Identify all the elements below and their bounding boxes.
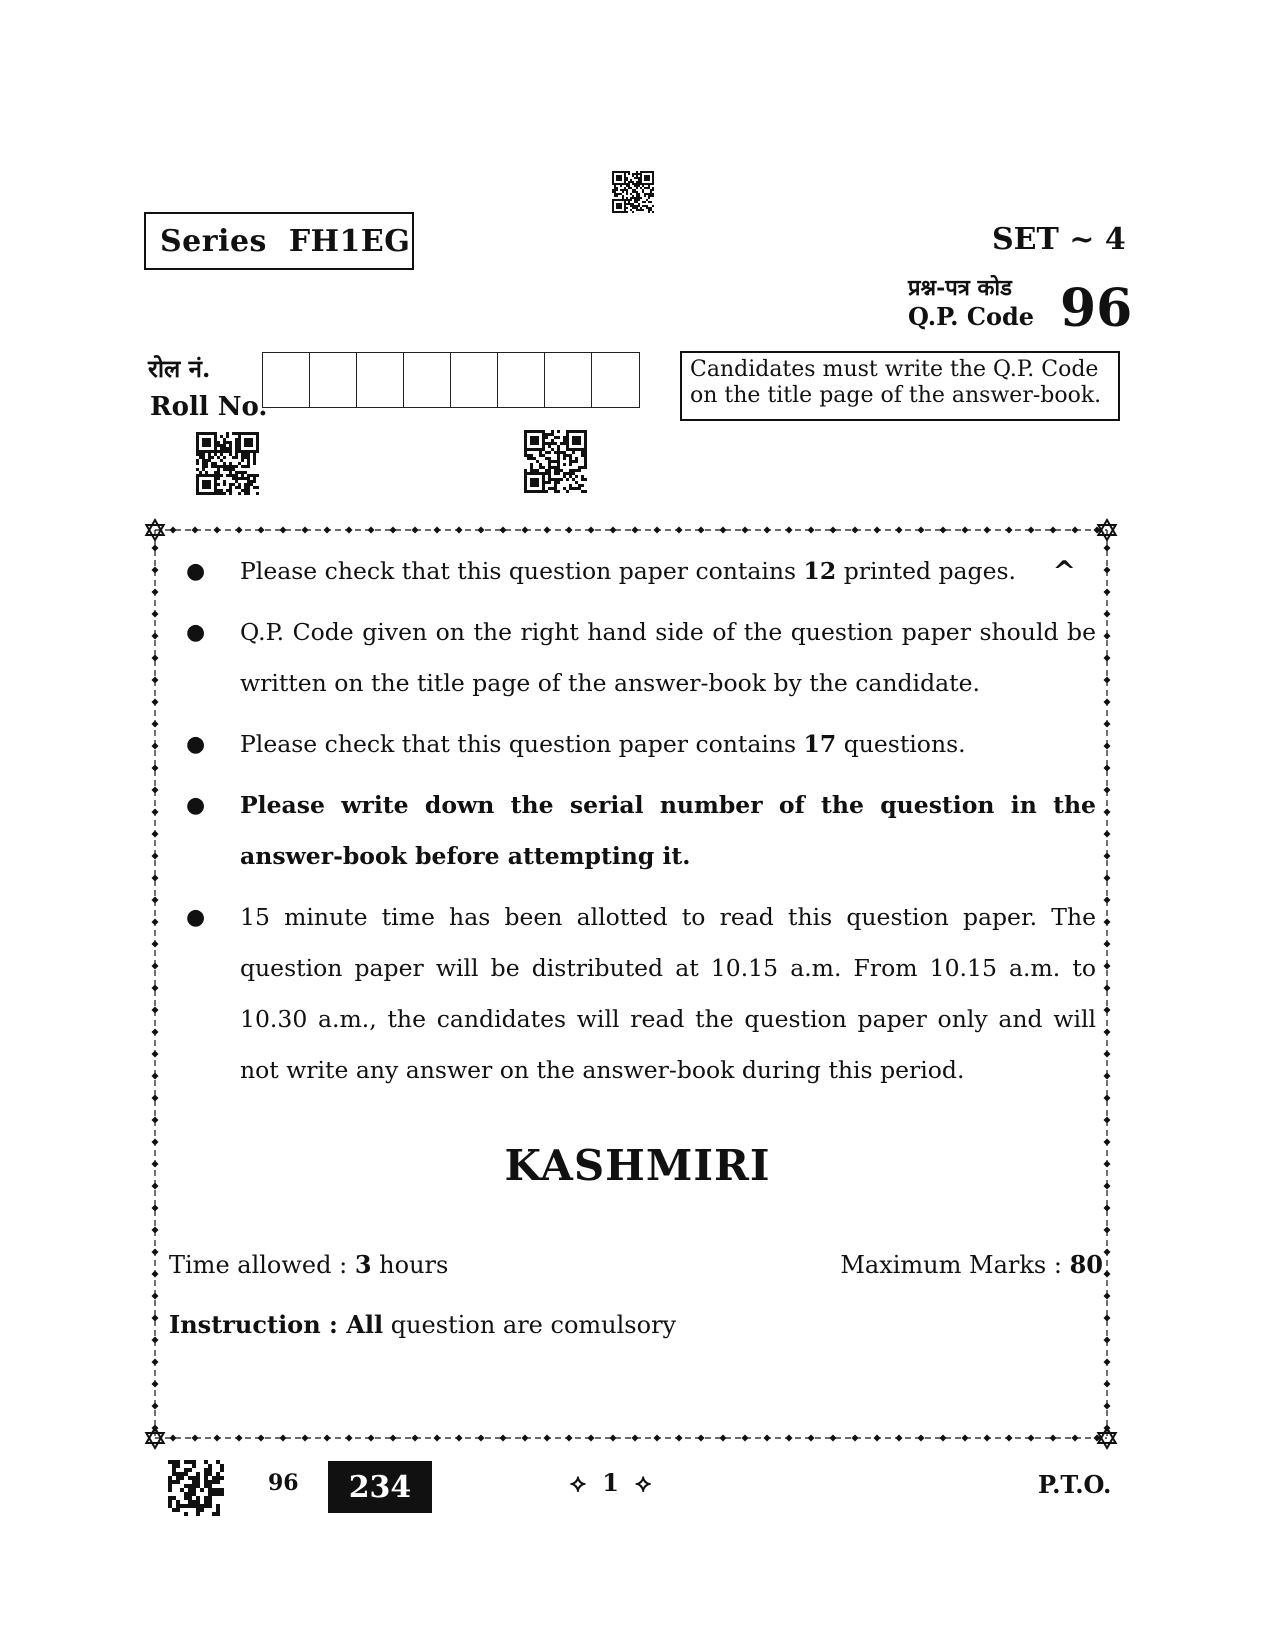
border-ornament-icon xyxy=(152,1293,159,1300)
instruction-item: ● Please write down the serial number of the question in the answer-book before attempting it. xyxy=(186,780,1096,882)
border-ornament-icon xyxy=(962,1435,969,1442)
border-ornament-icon xyxy=(852,1435,859,1442)
border-ornament-icon xyxy=(830,1435,837,1442)
border-ornament-icon xyxy=(918,1435,925,1442)
border-ornament-icon xyxy=(1104,1205,1111,1212)
border-ornament-icon xyxy=(1104,765,1111,772)
border-ornament-icon xyxy=(632,527,639,534)
bullet-icon: ● xyxy=(186,620,206,645)
border-ornament-icon xyxy=(152,985,159,992)
border-ornament-icon xyxy=(152,1359,159,1366)
border-ornament-icon xyxy=(412,527,419,534)
border-ornament-icon xyxy=(478,527,485,534)
series-box xyxy=(144,212,414,270)
border-ornament-icon xyxy=(152,721,159,728)
instructions-list xyxy=(186,546,1096,1106)
border-ornament-icon xyxy=(1028,1435,1035,1442)
border-ornament-icon xyxy=(522,527,529,534)
border-ornament-icon xyxy=(434,527,441,534)
border-ornament-icon xyxy=(152,1117,159,1124)
border-ornament-icon xyxy=(830,527,837,534)
border-ornament-icon xyxy=(1006,527,1013,534)
border-ornament-icon xyxy=(984,1435,991,1442)
border-ornament-icon xyxy=(940,527,947,534)
border-ornament-icon xyxy=(152,941,159,948)
border-ornament-icon xyxy=(1104,611,1111,618)
border-ornament-icon xyxy=(152,545,159,552)
border-ornament-icon xyxy=(808,1435,815,1442)
border-ornament-icon xyxy=(1072,527,1079,534)
instruction-line: Instruction : All question are comulsory xyxy=(169,1310,677,1339)
instruction-item: ● Q.P. Code given on the right hand side of the question paper should be written on the title page of the answer-book by the candidate. xyxy=(186,607,1096,709)
border-ornament-icon xyxy=(566,1435,573,1442)
bullet-icon: ● xyxy=(186,732,206,757)
border-ornament-icon xyxy=(152,1205,159,1212)
border-ornament-icon xyxy=(676,527,683,534)
border-ornament-icon xyxy=(258,1435,265,1442)
border-ornament-icon xyxy=(368,1435,375,1442)
border-ornament-icon xyxy=(522,1435,529,1442)
border-ornament-icon xyxy=(764,527,771,534)
border-ornament-icon xyxy=(610,1435,617,1442)
border-ornament-icon xyxy=(346,1435,353,1442)
border-ornament-icon xyxy=(152,633,159,640)
border-ornament-icon xyxy=(698,1435,705,1442)
border-ornament-icon xyxy=(456,1435,463,1442)
footer-number-box: 234 xyxy=(328,1461,432,1513)
border-ornament-icon xyxy=(544,527,551,534)
border-ornament-icon xyxy=(1104,1293,1111,1300)
border-ornament-icon xyxy=(236,1435,243,1442)
border-ornament-icon xyxy=(588,527,595,534)
border-ornament-icon xyxy=(654,527,661,534)
border-ornament-icon xyxy=(152,831,159,838)
border-ornament-icon xyxy=(1104,963,1111,970)
set-number: SET ~ 4 xyxy=(992,222,1126,257)
border-ornament-icon xyxy=(152,875,159,882)
border-ornament-icon xyxy=(152,699,159,706)
border-ornament-icon xyxy=(152,853,159,860)
border-ornament-icon xyxy=(152,1051,159,1058)
caret-mark: ^ xyxy=(1052,555,1076,588)
border-ornament-icon xyxy=(1050,1435,1057,1442)
border-ornament-icon xyxy=(1104,985,1111,992)
border-ornament-icon xyxy=(152,787,159,794)
border-ornament-icon xyxy=(1104,743,1111,750)
border-ornament-icon xyxy=(152,919,159,926)
ornament-left-icon: ⟡ xyxy=(570,1468,586,1497)
border-ornament-icon xyxy=(764,1435,771,1442)
border-ornament-icon xyxy=(152,589,159,596)
roll-no-box[interactable] xyxy=(451,353,498,407)
border-ornament-icon xyxy=(654,1435,661,1442)
border-ornament-icon xyxy=(170,1435,177,1442)
border-ornament-icon xyxy=(786,527,793,534)
border-ornament-icon xyxy=(1104,1007,1111,1014)
roll-no-box[interactable] xyxy=(263,353,310,407)
border-ornament-icon xyxy=(152,765,159,772)
border-ornament-icon xyxy=(1104,1249,1111,1256)
border-ornament-icon xyxy=(1104,1337,1111,1344)
middle-qr-code xyxy=(524,430,587,493)
border-ornament-icon xyxy=(152,1007,159,1014)
border-ornament-icon xyxy=(170,527,177,534)
border-ornament-icon xyxy=(918,527,925,534)
roll-no-hindi-label: रोल नं. xyxy=(148,354,211,383)
border-ornament-icon xyxy=(1006,1435,1013,1442)
footer-barcode xyxy=(168,1460,224,1516)
roll-no-box[interactable] xyxy=(592,353,639,407)
border-ornament-icon xyxy=(1104,919,1111,926)
bullet-icon: ● xyxy=(186,905,206,930)
border-ornament-icon xyxy=(1104,589,1111,596)
border-ornament-icon xyxy=(412,1435,419,1442)
border-ornament-icon xyxy=(434,1435,441,1442)
border-ornament-icon xyxy=(152,809,159,816)
border-ornament-icon xyxy=(152,1073,159,1080)
border-ornament-icon xyxy=(1104,897,1111,904)
border-ornament-icon xyxy=(500,527,507,534)
roll-no-box[interactable] xyxy=(310,353,357,407)
border-ornament-icon xyxy=(1104,1051,1111,1058)
border-ornament-icon xyxy=(152,1381,159,1388)
border-ornament-icon xyxy=(566,527,573,534)
border-ornament-icon xyxy=(152,743,159,750)
qp-code-value: 96 xyxy=(1060,278,1133,339)
border-ornament-icon xyxy=(1104,1029,1111,1036)
bullet-icon: ● xyxy=(186,559,206,584)
border-ornament-icon xyxy=(962,527,969,534)
border-ornament-icon xyxy=(1104,1271,1111,1278)
roll-no-box[interactable] xyxy=(404,353,451,407)
border-ornament-icon xyxy=(720,527,727,534)
border-ornament-icon xyxy=(368,527,375,534)
border-ornament-icon xyxy=(1104,567,1111,574)
border-ornament-icon xyxy=(1050,527,1057,534)
border-ornament-icon xyxy=(742,1435,749,1442)
roll-no-box[interactable] xyxy=(357,353,404,407)
candidate-note-text: Candidates must write the Q.P. Code on the title page of the answer-book. xyxy=(690,357,1102,408)
border-ornament-icon xyxy=(1104,1359,1111,1366)
border-ornament-icon xyxy=(1104,721,1111,728)
border-ornament-icon xyxy=(610,527,617,534)
roll-no-box[interactable] xyxy=(498,353,545,407)
time-allowed: Time allowed : 3 hours xyxy=(169,1250,449,1279)
border-ornament-icon xyxy=(236,527,243,534)
border-ornament-icon xyxy=(984,527,991,534)
roll-no-label: Roll No. xyxy=(150,392,268,422)
border-ornament-icon xyxy=(152,1029,159,1036)
border-ornament-icon xyxy=(152,1095,159,1102)
border-ornament-icon xyxy=(152,567,159,574)
border-ornament-icon xyxy=(1104,1227,1111,1234)
border-ornament-icon xyxy=(1104,853,1111,860)
border-ornament-icon xyxy=(896,527,903,534)
border-ornament-icon xyxy=(324,1435,331,1442)
border-ornament-icon xyxy=(874,527,881,534)
border-ornament-icon xyxy=(478,1435,485,1442)
border-ornament-icon xyxy=(874,1435,881,1442)
border-ornament-icon xyxy=(1104,545,1111,552)
border-ornament-icon xyxy=(1104,677,1111,684)
subject-title: KASHMIRI xyxy=(504,1141,771,1190)
border-ornament-icon xyxy=(152,1227,159,1234)
border-ornament-icon xyxy=(302,1435,309,1442)
border-ornament-icon xyxy=(390,1435,397,1442)
border-ornament-icon xyxy=(346,527,353,534)
border-ornament-icon xyxy=(1104,941,1111,948)
instruction-item: ● Please check that this question paper contains 17 questions. xyxy=(186,719,1096,770)
series-label: Series FH1EG xyxy=(160,223,411,259)
border-ornament-icon xyxy=(456,527,463,534)
border-ornament-icon xyxy=(1104,809,1111,816)
border-ornament-icon xyxy=(258,527,265,534)
border-ornament-icon xyxy=(192,1435,199,1442)
roll-no-input-boxes[interactable] xyxy=(262,352,640,408)
border-ornament-icon xyxy=(214,527,221,534)
border-ornament-icon xyxy=(152,1249,159,1256)
border-ornament-icon xyxy=(808,527,815,534)
border-ornament-icon xyxy=(152,963,159,970)
border-ornament-icon xyxy=(1104,1095,1111,1102)
border-ornament-icon xyxy=(1104,787,1111,794)
left-qr-code xyxy=(196,432,259,495)
candidate-note-box xyxy=(680,351,1120,421)
border-ornament-icon xyxy=(152,611,159,618)
page-number: ⟡ 1 ⟡ xyxy=(570,1468,652,1497)
border-ornament-icon xyxy=(192,527,199,534)
border-ornament-icon xyxy=(324,527,331,534)
border-ornament-icon xyxy=(1072,1435,1079,1442)
border-ornament-icon xyxy=(1104,831,1111,838)
top-qr-code xyxy=(612,171,654,213)
border-ornament-icon xyxy=(152,897,159,904)
instruction-item: ● 15 minute time has been allotted to read this question paper. The question paper will be distributed at 10.15 a.m. From 10.15 a.m. to 10.30 a.m., the candidates will read the question paper only and will not write any answer on the answer-book during this period. xyxy=(186,892,1096,1096)
pto-label: P.T.O. xyxy=(1038,1470,1112,1499)
border-ornament-icon xyxy=(1104,655,1111,662)
border-ornament-icon xyxy=(1104,1381,1111,1388)
border-ornament-icon xyxy=(1104,1117,1111,1124)
border-ornament-icon xyxy=(544,1435,551,1442)
border-ornament-icon xyxy=(896,1435,903,1442)
border-ornament-icon xyxy=(152,1337,159,1344)
border-ornament-icon xyxy=(152,1271,159,1278)
border-ornament-icon xyxy=(152,1315,159,1322)
border-ornament-icon xyxy=(1104,1073,1111,1080)
qp-code-hindi-label: प्रश्न-पत्र कोड xyxy=(908,275,1012,301)
border-ornament-icon xyxy=(152,1403,159,1410)
border-ornament-icon xyxy=(1104,699,1111,706)
border-ornament-icon xyxy=(940,1435,947,1442)
border-ornament-icon xyxy=(1104,1403,1111,1410)
border-ornament-icon xyxy=(632,1435,639,1442)
instruction-item: ● Please check that this question paper contains 12 printed pages. ^ xyxy=(186,546,1096,597)
border-ornament-icon xyxy=(500,1435,507,1442)
border-ornament-icon xyxy=(676,1435,683,1442)
border-ornament-icon xyxy=(214,1435,221,1442)
border-ornament-icon xyxy=(852,527,859,534)
footer-code: 96 xyxy=(268,1470,299,1496)
border-ornament-icon xyxy=(152,677,159,684)
border-ornament-icon xyxy=(302,527,309,534)
border-ornament-icon xyxy=(720,1435,727,1442)
border-ornament-icon xyxy=(280,527,287,534)
ornament-right-icon: ⟡ xyxy=(635,1468,652,1497)
border-ornament-icon xyxy=(1104,875,1111,882)
border-ornament-icon xyxy=(390,527,397,534)
border-ornament-icon xyxy=(1104,633,1111,640)
border-ornament-icon xyxy=(698,527,705,534)
border-ornament-icon xyxy=(1104,1315,1111,1322)
bullet-icon: ● xyxy=(186,793,206,818)
maximum-marks: Maximum Marks : 80 xyxy=(840,1250,1103,1279)
border-ornament-icon xyxy=(280,1435,287,1442)
border-ornament-icon xyxy=(786,1435,793,1442)
roll-no-box[interactable] xyxy=(545,353,592,407)
border-ornament-icon xyxy=(1028,527,1035,534)
border-ornament-icon xyxy=(742,527,749,534)
qp-code-label: Q.P. Code xyxy=(908,302,1035,331)
border-ornament-icon xyxy=(588,1435,595,1442)
border-ornament-icon xyxy=(152,655,159,662)
